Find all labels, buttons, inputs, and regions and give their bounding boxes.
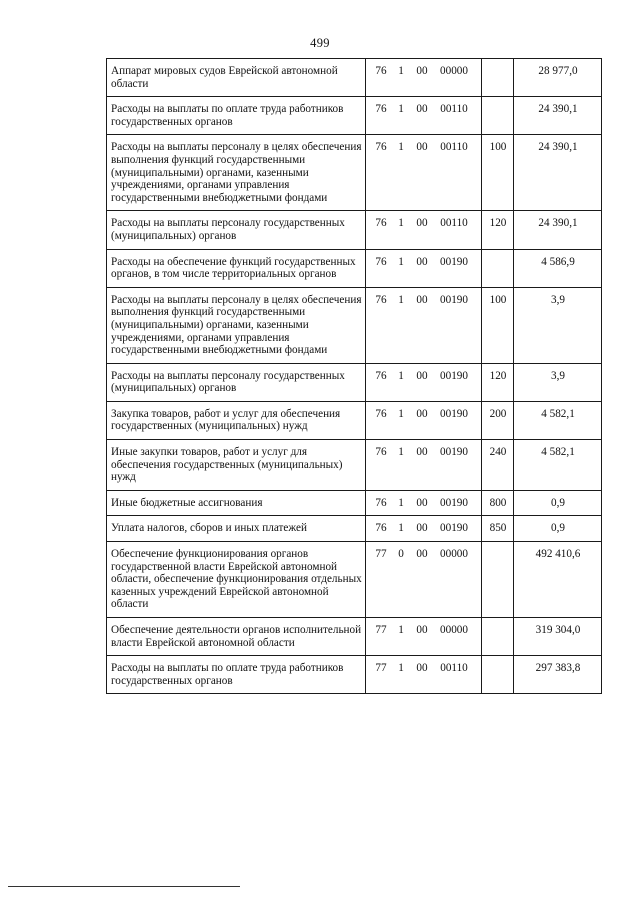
code-subprogram: 0 <box>398 548 404 561</box>
row-expense-type-cell: 120 <box>482 363 514 401</box>
code-main-event: 00 <box>416 217 428 230</box>
code-program: 76 <box>375 255 387 268</box>
row-name-cell: Расходы на выплаты персоналу государственных (муниципальных) органов <box>107 211 366 249</box>
code-direction: 00000 <box>440 65 468 77</box>
code-subprogram: 1 <box>398 446 404 459</box>
table-row <box>107 401 602 439</box>
code-program: 76 <box>375 369 387 382</box>
row-name-cell: Обеспечение функционирования органов государственной власти Еврейской автономной области, обеспечение функционирования отдельных казенных учреждений Еврейской автономной области <box>107 542 366 618</box>
row-amount-cell: 492 410,6 <box>514 542 602 618</box>
row-code-cell <box>366 440 482 491</box>
row-amount-cell: 28 977,0 <box>514 59 602 97</box>
row-name-cell: Расходы на обеспечение функций государственных органов, в том числе территориальных органов <box>107 249 366 287</box>
row-name-cell: Иные закупки товаров, работ и услуг для обеспечения государственных (муниципальных) нужд <box>107 440 366 491</box>
row-expense-type-cell <box>482 656 514 694</box>
row-amount-cell: 297 383,8 <box>514 656 602 694</box>
row-expense-type-cell: 100 <box>482 287 514 363</box>
row-code-cell <box>366 211 482 249</box>
code-direction: 00000 <box>440 624 468 636</box>
row-expense-type-cell: 800 <box>482 490 514 516</box>
code-main-event: 00 <box>416 369 428 382</box>
row-name-cell: Расходы на выплаты персоналу государственных (муниципальных) органов <box>107 363 366 401</box>
row-expense-type-cell <box>482 97 514 135</box>
code-program: 76 <box>375 446 387 459</box>
code-subprogram: 1 <box>398 141 404 154</box>
row-code-cell <box>366 363 482 401</box>
code-program: 76 <box>375 293 387 306</box>
table-row <box>107 542 602 618</box>
code-subprogram: 1 <box>398 369 404 382</box>
code-program: 77 <box>375 662 387 675</box>
row-code-cell <box>366 656 482 694</box>
code-program: 76 <box>375 141 387 154</box>
table-row <box>107 516 602 542</box>
code-direction: 00110 <box>440 141 468 154</box>
row-amount-cell: 24 390,1 <box>514 97 602 135</box>
row-code-cell <box>366 135 482 211</box>
row-expense-type-cell: 100 <box>482 135 514 211</box>
table-row <box>107 490 602 516</box>
code-subprogram: 1 <box>398 522 404 535</box>
row-name-cell: Уплата налогов, сборов и иных платежей <box>107 516 366 542</box>
row-amount-cell: 0,9 <box>514 490 602 516</box>
table-row <box>107 59 602 97</box>
table-row <box>107 97 602 135</box>
row-expense-type-cell: 200 <box>482 401 514 439</box>
table-row <box>107 440 602 491</box>
code-main-event: 00 <box>416 496 428 509</box>
code-subprogram: 1 <box>398 103 404 116</box>
row-expense-type-cell: 120 <box>482 211 514 249</box>
table-row <box>107 287 602 363</box>
row-expense-type-cell <box>482 249 514 287</box>
code-subprogram: 1 <box>398 293 404 306</box>
code-main-event: 00 <box>416 662 428 675</box>
code-program: 76 <box>375 217 387 230</box>
code-direction: 00000 <box>440 548 468 561</box>
row-code-cell <box>366 542 482 618</box>
page-number: 499 <box>310 36 330 50</box>
code-direction: 00190 <box>440 369 468 382</box>
code-direction: 00110 <box>440 103 468 116</box>
code-program: 76 <box>375 522 387 535</box>
row-amount-cell: 24 390,1 <box>514 211 602 249</box>
code-direction: 00190 <box>440 496 468 509</box>
code-main-event: 00 <box>416 522 428 535</box>
code-direction: 00190 <box>440 522 468 535</box>
row-code-cell <box>366 59 482 97</box>
row-code-cell <box>366 287 482 363</box>
code-subprogram: 1 <box>398 407 404 420</box>
row-amount-cell: 4 586,9 <box>514 249 602 287</box>
row-code-cell <box>366 97 482 135</box>
code-main-event: 00 <box>416 103 428 116</box>
code-main-event: 00 <box>416 141 428 154</box>
budget-table <box>106 58 602 694</box>
code-direction: 00190 <box>440 293 468 306</box>
row-name-cell: Закупка товаров, работ и услуг для обеспечения государственных (муниципальных) нужд <box>107 401 366 439</box>
table-row <box>107 211 602 249</box>
table-row <box>107 618 602 656</box>
code-main-event: 00 <box>416 255 428 268</box>
footer-rule <box>8 886 240 887</box>
code-direction: 00190 <box>440 255 468 268</box>
row-amount-cell: 4 582,1 <box>514 440 602 491</box>
row-name-cell: Обеспечение деятельности органов исполнительной власти Еврейской автономной области <box>107 618 366 656</box>
code-program: 76 <box>375 103 387 116</box>
table-row <box>107 135 602 211</box>
row-expense-type-cell <box>482 59 514 97</box>
code-main-event: 00 <box>416 624 428 636</box>
row-expense-type-cell <box>482 618 514 656</box>
row-name-cell: Аппарат мировых судов Еврейской автономной области <box>107 59 366 97</box>
row-name-cell: Расходы на выплаты по оплате труда работников государственных органов <box>107 656 366 694</box>
code-subprogram: 1 <box>398 624 404 636</box>
code-subprogram: 1 <box>398 496 404 509</box>
row-amount-cell: 0,9 <box>514 516 602 542</box>
row-code-cell <box>366 249 482 287</box>
budget-table-body <box>107 59 602 694</box>
row-expense-type-cell: 240 <box>482 440 514 491</box>
row-name-cell: Расходы на выплаты по оплате труда работников государственных органов <box>107 97 366 135</box>
code-main-event: 00 <box>416 65 428 77</box>
code-direction: 00190 <box>440 407 468 420</box>
code-program: 76 <box>375 407 387 420</box>
code-direction: 00190 <box>440 446 468 459</box>
code-main-event: 00 <box>416 446 428 459</box>
code-program: 76 <box>375 496 387 509</box>
code-program: 77 <box>375 624 387 636</box>
row-amount-cell: 24 390,1 <box>514 135 602 211</box>
code-main-event: 00 <box>416 293 428 306</box>
code-main-event: 00 <box>416 407 428 420</box>
row-amount-cell: 4 582,1 <box>514 401 602 439</box>
code-subprogram: 1 <box>398 662 404 675</box>
row-code-cell <box>366 490 482 516</box>
row-amount-cell: 3,9 <box>514 287 602 363</box>
code-direction: 00110 <box>440 217 468 230</box>
row-code-cell <box>366 516 482 542</box>
code-subprogram: 1 <box>398 255 404 268</box>
row-amount-cell: 3,9 <box>514 363 602 401</box>
table-row <box>107 249 602 287</box>
code-main-event: 00 <box>416 548 428 561</box>
row-name-cell: Расходы на выплаты персоналу в целях обеспечения выполнения функций государственными (муниципальными) органами, казенными учреждениями, органами управления государственными внебюджетными фондами <box>107 135 366 211</box>
row-code-cell <box>366 401 482 439</box>
row-amount-cell: 319 304,0 <box>514 618 602 656</box>
row-name-cell: Расходы на выплаты персоналу в целях обеспечения выполнения функций государственными (муниципальными) органами, казенными учреждениями, органами управления государственными внебюджетными фондами <box>107 287 366 363</box>
row-name-cell: Иные бюджетные ассигнования <box>107 490 366 516</box>
code-program: 76 <box>375 65 387 77</box>
row-expense-type-cell: 850 <box>482 516 514 542</box>
code-subprogram: 1 <box>398 65 404 77</box>
table-row <box>107 363 602 401</box>
table-row <box>107 656 602 694</box>
row-code-cell <box>366 618 482 656</box>
code-subprogram: 1 <box>398 217 404 230</box>
code-program: 77 <box>375 548 387 561</box>
code-direction: 00110 <box>440 662 468 675</box>
row-expense-type-cell <box>482 542 514 618</box>
